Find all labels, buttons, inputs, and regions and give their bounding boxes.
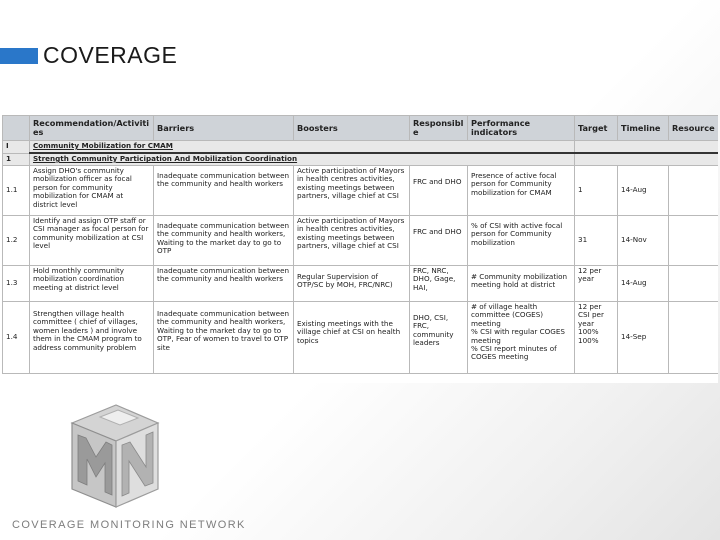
- row-boosters: Regular Supervision of OTP/SC by MOH, FRC/NRC): [294, 266, 410, 302]
- coverage-monitoring-network-logo-icon: [60, 395, 170, 513]
- row-responsible: DHO, CSI, FRC, community leaders: [410, 302, 468, 374]
- section-num: I: [3, 141, 30, 154]
- header-num: [3, 116, 30, 141]
- row-indicators: % of CSI with active focal person for Community mobilization: [468, 216, 575, 266]
- subsection-filler: [575, 153, 719, 166]
- row-activity: Hold monthly community mobilization coordination meeting at district level: [30, 266, 154, 302]
- action-plan-table: [2, 115, 718, 374]
- row-responsible: FRC, NRC, DHO, Gage, HAI,: [410, 266, 468, 302]
- header-barriers: Barriers: [154, 116, 294, 141]
- row-resource: [669, 216, 719, 266]
- row-activity: Identify and assign OTP staff or CSI manager as focal person for community mobilization at CSI level: [30, 216, 154, 266]
- title-accent-bar: [0, 48, 38, 64]
- row-barriers: Inadequate communication between the community and health workers: [154, 166, 294, 216]
- table-header-row: [3, 116, 719, 141]
- row-timeline: 14-Nov: [618, 216, 669, 266]
- table-row: [3, 266, 719, 302]
- row-resource: [669, 302, 719, 374]
- row-num: 1.2: [3, 216, 30, 266]
- row-num: 1.1: [3, 166, 30, 216]
- row-activity: Strengthen village health committee ( chief of villages, women leaders ) and involve them in the CMAM program to address community problem: [30, 302, 154, 374]
- row-timeline: 14-Sep: [618, 302, 669, 374]
- row-barriers: Inadequate communication between the community and health workers, Waiting to the market day to go to OTP, Fear of women to travel to OTP site: [154, 302, 294, 374]
- logo-text: COVERAGE MONITORING NETWORK: [12, 519, 246, 531]
- row-boosters: Existing meetings with the village chief at CSI on health topics: [294, 302, 410, 374]
- subsection-row: [3, 153, 719, 166]
- row-target: 1: [575, 166, 618, 216]
- table-row: [3, 216, 719, 266]
- row-resource: [669, 166, 719, 216]
- row-target: 31: [575, 216, 618, 266]
- row-responsible: FRC and DHO: [410, 216, 468, 266]
- row-resource: [669, 266, 719, 302]
- header-boosters: Boosters: [294, 116, 410, 141]
- slide-title: COVERAGE: [43, 42, 178, 68]
- section-filler: [575, 141, 719, 154]
- subsection-num: 1: [3, 153, 30, 166]
- row-responsible: FRC and DHO: [410, 166, 468, 216]
- section-title: Community Mobilization for CMAM: [30, 141, 575, 154]
- subsection-title: Strength Community Participation And Mobilization Coordination: [30, 153, 575, 166]
- row-target: 12 per CSI per year 100% 100%: [575, 302, 618, 374]
- header-resource: Resource: [669, 116, 719, 141]
- section-row: [3, 141, 719, 154]
- header-indicators: Performance indicators: [468, 116, 575, 141]
- row-indicators: Presence of active focal person for Community mobilization for CMAM: [468, 166, 575, 216]
- row-barriers: Inadequate communication between the community and health workers: [154, 266, 294, 302]
- row-timeline: 14-Aug: [618, 266, 669, 302]
- header-activity: Recommendation/Activiti es: [30, 116, 154, 141]
- row-timeline: 14-Aug: [618, 166, 669, 216]
- row-boosters: Active participation of Mayors in health centres activities, existing meetings between partners, village chief at CSI: [294, 166, 410, 216]
- header-target: Target: [575, 116, 618, 141]
- row-barriers: Inadequate communication between the community and health workers, Waiting to the market day to go to OTP: [154, 216, 294, 266]
- action-plan-table-wrapper: [2, 115, 718, 383]
- row-target: 12 per year: [575, 266, 618, 302]
- header-timeline: Timeline: [618, 116, 669, 141]
- table-row: [3, 302, 719, 374]
- table-row: [3, 166, 719, 216]
- row-activity: Assign DHO's community mobilization officer as focal person for community mobilization for CMAM at district level: [30, 166, 154, 216]
- row-indicators: # of village health committee (COGES) meeting % CSI with regular COGES meeting % CSI report minutes of COGES meeting: [468, 302, 575, 374]
- row-indicators: # Community mobilization meeting hold at district: [468, 266, 575, 302]
- row-num: 1.4: [3, 302, 30, 374]
- row-num: 1.3: [3, 266, 30, 302]
- header-responsible: Responsibl e: [410, 116, 468, 141]
- row-boosters: Active participation of Mayors in health centres activities, existing meetings between partners, village chief at CSI: [294, 216, 410, 266]
